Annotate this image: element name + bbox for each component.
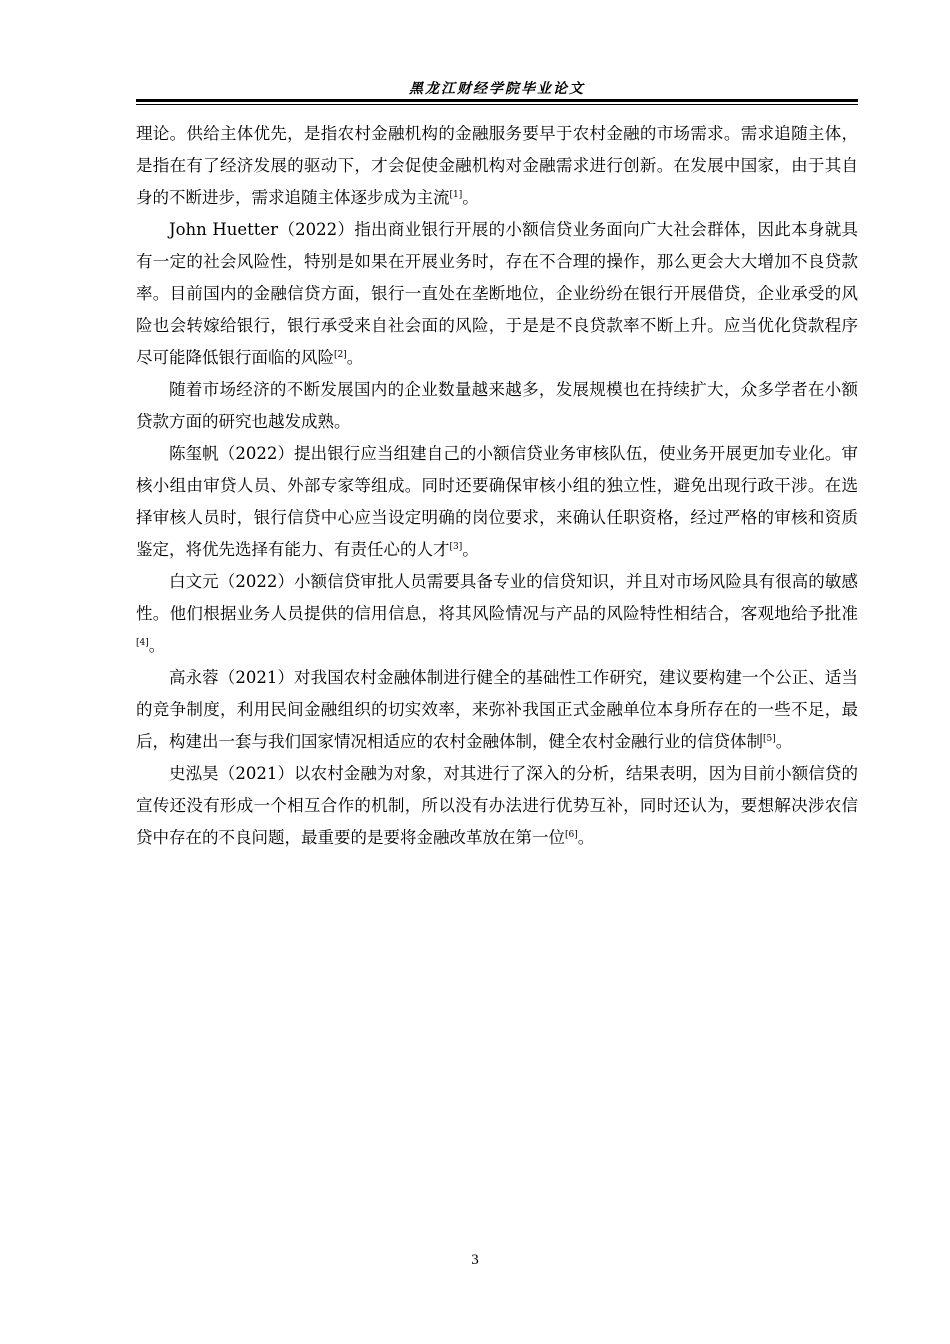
paragraph: 随着市场经济的不断发展国内的企业数量越来越多，发展规模也在持续扩大，众多学者在小额贷款方面的研究也越发成熟。 bbox=[136, 380, 858, 431]
header-rule-thin bbox=[136, 104, 858, 105]
paragraph: 高永蓉（2021）对我国农村金融体制进行健全的基础性工作研究，建议要构建一个公正、适当的竞争制度，利用民间金融组织的切实效率，来弥补我国正式金融单位本身所存在的一些不足，最后，构建出一套与我们国家情况相适应的农村金融体制，健全农村金融行业的信贷体制[5]。 bbox=[136, 668, 858, 751]
paragraph: 史泓昊（2021）以农村金融为对象，对其进行了深入的分析，结果表明，因为目前小额信贷的宣传还没有形成一个相互合作的机制，所以没有办法进行优势互补，同时还认为，要想解决涉农信贷中存在的不良问题，最重要的是要将金融改革放在第一位[6]。 bbox=[136, 764, 858, 847]
paragraph: 理论。供给主体优先，是指农村金融机构的金融服务要早于农村金融的市场需求。需求追随主体，是指在有了经济发展的驱动下，才会促使金融机构对金融需求进行创新。在发展中国家，由于其自身的不断进步，需求追随主体逐步成为主流[1]。 bbox=[136, 124, 858, 207]
citation-ref: [3] bbox=[449, 542, 463, 552]
body-text bbox=[136, 118, 858, 854]
citation-ref: [2] bbox=[334, 350, 347, 360]
paragraph: 陈玺帆（2022）提出银行应当组建自己的小额信贷业务审核队伍，使业务开展更加专业化。审核小组由审贷人员、外部专家等组成。同时还要确保审核小组的独立性，避免出现行政干涉。在选择审核人员时，银行信贷中心应当设定明确的岗位要求，来确认任职资格，经过严格的审核和资质鉴定，将优先选择有能力、有责任心的人才[3]。 bbox=[136, 444, 858, 559]
paragraph: John Huetter（2022）指出商业银行开展的小额信贷业务面向广大社会群体，因此本身就具有一定的社会风险性，特别是如果在开展业务时，存在不合理的操作，那么更会大大增加不良贷款率。目前国内的金融信贷方面，银行一直处在垄断地位，企业纷纷在银行开展借贷，企业承受的风险也会转嫁给银行，银行承受来自社会面的风险，于是是不良贷款率不断上升。应当优化贷款程序尽可能降低银行面临的风险[2]。 bbox=[136, 220, 858, 367]
citation-ref: [1] bbox=[449, 190, 463, 200]
paragraph: 白文元（2022）小额信贷审批人员需要具备专业的信贷知识，并且对市场风险具有很高的敏感性。他们根据业务人员提供的信用信息，将其风险情况与产品的风险特性相结合，客观地给予批准[4]。 bbox=[136, 572, 858, 655]
citation-ref: [4] bbox=[136, 638, 149, 648]
citation-ref: [6] bbox=[565, 830, 578, 840]
page-number: 3 bbox=[471, 1252, 479, 1268]
page-header-title: 黑龙江财经学院毕业论文 bbox=[409, 81, 585, 97]
citation-ref: [5] bbox=[763, 734, 776, 744]
header-rule-thick bbox=[136, 99, 858, 102]
